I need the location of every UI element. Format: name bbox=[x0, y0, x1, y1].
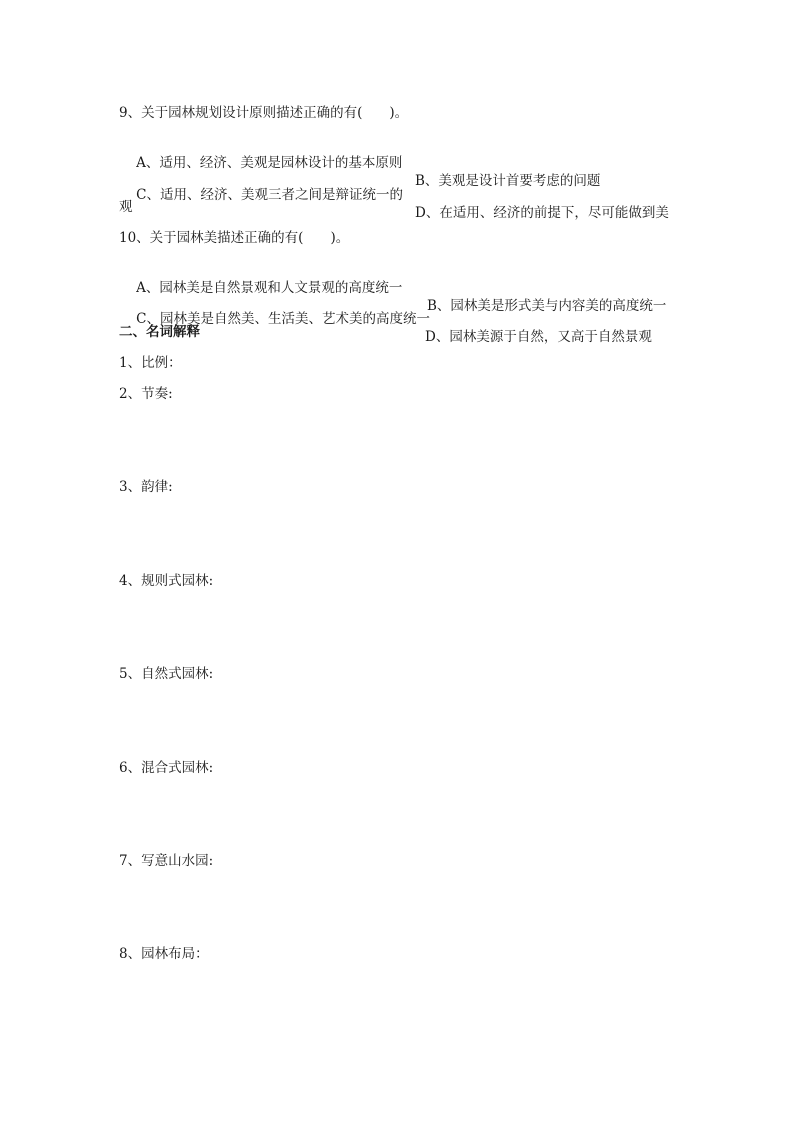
term-item: 8、园林布局： bbox=[119, 946, 209, 962]
q10-option-d: D、园林美源于自然，又高于自然景观 bbox=[425, 329, 652, 345]
term-item: 6、混合式园林: bbox=[119, 760, 214, 776]
q9-option-c: C、适用、经济、美观三者之间是辩证统一的 bbox=[136, 187, 404, 203]
term-item: 3、韵律: bbox=[119, 479, 173, 495]
q9-option-d: D、在适用、经济的前提下，尽可能做到美 bbox=[415, 205, 669, 221]
q9-option-b: B、美观是设计首要考虑的问题 bbox=[415, 173, 601, 189]
q10-option-b: B、园林美是形式美与内容美的高度统一 bbox=[427, 298, 667, 314]
term-item: 2、节奏: bbox=[119, 386, 173, 402]
term-item: 7、写意山水园: bbox=[119, 853, 214, 869]
q9-option-d-continued: 观 bbox=[119, 199, 133, 215]
term-item: 4、规则式园林: bbox=[119, 573, 214, 589]
term-item: 5、自然式园林: bbox=[119, 666, 214, 682]
term-item: 1、比例： bbox=[119, 355, 182, 371]
q10-option-a: A、园林美是自然景观和人文景观的高度统一 bbox=[136, 280, 403, 296]
q9-stem: 9、关于园林规划设计原则描述正确的有( )。 bbox=[119, 105, 409, 121]
q9-option-a: A、适用、经济、美观是园林设计的基本原则 bbox=[136, 155, 403, 171]
q10-option-c: C、园林美是自然美、生活美、艺术美的高度统一 bbox=[136, 311, 431, 327]
section-heading: 二、名词解释 bbox=[119, 324, 200, 340]
q10-stem: 10、关于园林美描述正确的有( )。 bbox=[119, 230, 350, 246]
